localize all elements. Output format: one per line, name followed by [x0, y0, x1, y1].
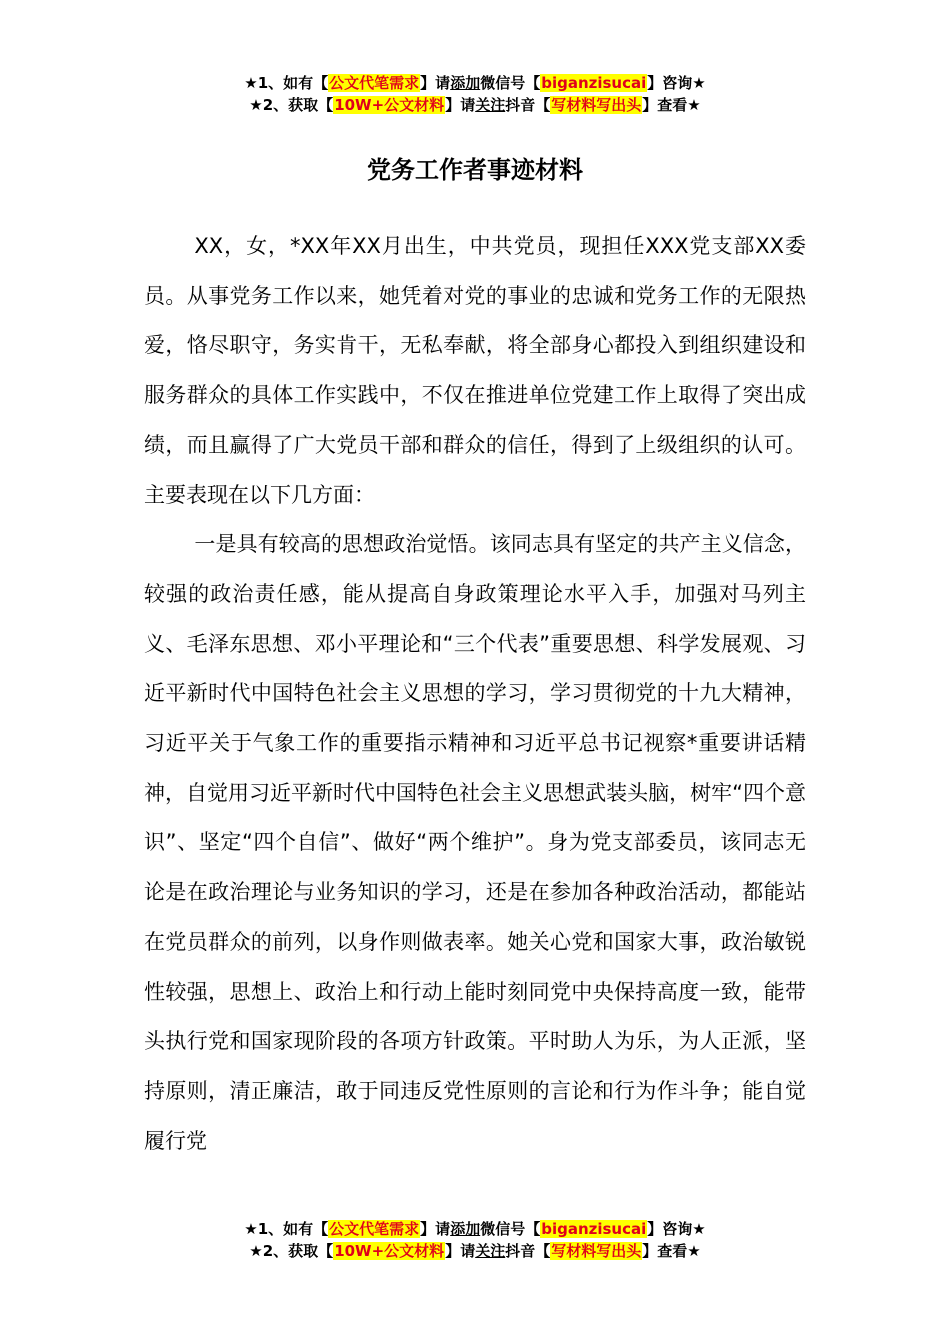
banner-text: ★2、获取【 — [249, 96, 334, 114]
banner-highlight: 写材料写出头 — [551, 1242, 642, 1260]
banner-text: ★1、如有【 — [244, 74, 329, 92]
banner-line-1 — [0, 72, 950, 94]
banner-text: 抖音【 — [505, 96, 551, 114]
banner-highlight: 写材料写出头 — [551, 96, 642, 114]
banner-text: 】咨询★ — [647, 74, 706, 92]
banner-text: 微信号【 — [480, 1220, 541, 1238]
document-title: 党务工作者事迹材料 — [367, 156, 583, 184]
banner-line-2 — [0, 94, 950, 116]
banner-emphasis: 添加 — [450, 1220, 481, 1238]
banner-emphasis: 关注 — [475, 96, 506, 114]
banner-emphasis: 关注 — [475, 1242, 506, 1260]
banner-text: 】查看★ — [642, 1242, 701, 1260]
banner-highlight: 10W+公文材料 — [334, 1242, 445, 1260]
banner-text: 】咨询★ — [647, 1220, 706, 1238]
banner-emphasis: 添加 — [450, 74, 481, 92]
body-paragraph: XX，女，*XX年XX月出生，中共党员，现担任XXX党支部XX委员。从事党务工作以来，她凭着对党的事业的忠诚和党务工作的无限热爱，恪尽职守，务实肯干，无私奉献，将全部身心都投入到组织建设和服务群众的具体工作实践中，不仅在推进单位党建工作上取得了突出成绩，而且赢得了广大党员干部和群众的信任，得到了上级组织的认可。主要表现在以下几方面： — [144, 234, 806, 507]
banner-line-2 — [0, 1240, 950, 1262]
body-paragraph: 一是具有较高的思想政治觉悟。该同志具有坚定的共产主义信念，较强的政治责任感，能从提高自身政策理论水平入手，加强对马列主义、毛泽东思想、邓小平理论和“三个代表”重要思想、科学发展观、习近平新时代中国特色社会主义思想的学习，学习贯彻党的十九大精神，习近平关于气象工作的重要指示精神和习近平总书记视察*重要讲话精神，自觉用习近平新时代中国特色社会主义思想武装头脑，树牢“四个意识”、坚定“四个自信”、做好“两个维护”。身为党支部委员，该同志无论是在政治理论与业务知识的学习，还是在参加各种政治活动，都能站在党员群众的前列，以身作则做表率。她关心党和国家大事，政治敏锐性较强，思想上、政治上和行动上能时刻同党中央保持高度一致，能带头执行党和国家现阶段的各项方针政策。平时助人为乐，为人正派，坚持原则，清正廉洁，敢于同违反党性原则的言论和行为作斗争；能自觉履行党 — [144, 532, 806, 1153]
banner-text: ★2、获取【 — [249, 1242, 334, 1260]
banner-text: 】请 — [420, 74, 451, 92]
banner-text: 】请 — [445, 1242, 476, 1260]
header-banner — [0, 72, 950, 116]
banner-text: 微信号【 — [480, 74, 541, 92]
document-body — [144, 222, 806, 1166]
footer-banner — [0, 1218, 950, 1262]
banner-highlight: 公文代笔需求 — [329, 74, 420, 92]
banner-text: 】请 — [445, 96, 476, 114]
banner-text: 抖音【 — [505, 1242, 551, 1260]
banner-highlight: biganzisucai — [541, 74, 647, 92]
banner-highlight: 10W+公文材料 — [334, 96, 445, 114]
banner-text: 】请 — [420, 1220, 451, 1238]
banner-text: ★1、如有【 — [244, 1220, 329, 1238]
banner-highlight: 公文代笔需求 — [329, 1220, 420, 1238]
banner-text: 】查看★ — [642, 96, 701, 114]
banner-line-1 — [0, 1218, 950, 1240]
banner-highlight: biganzisucai — [541, 1220, 647, 1238]
